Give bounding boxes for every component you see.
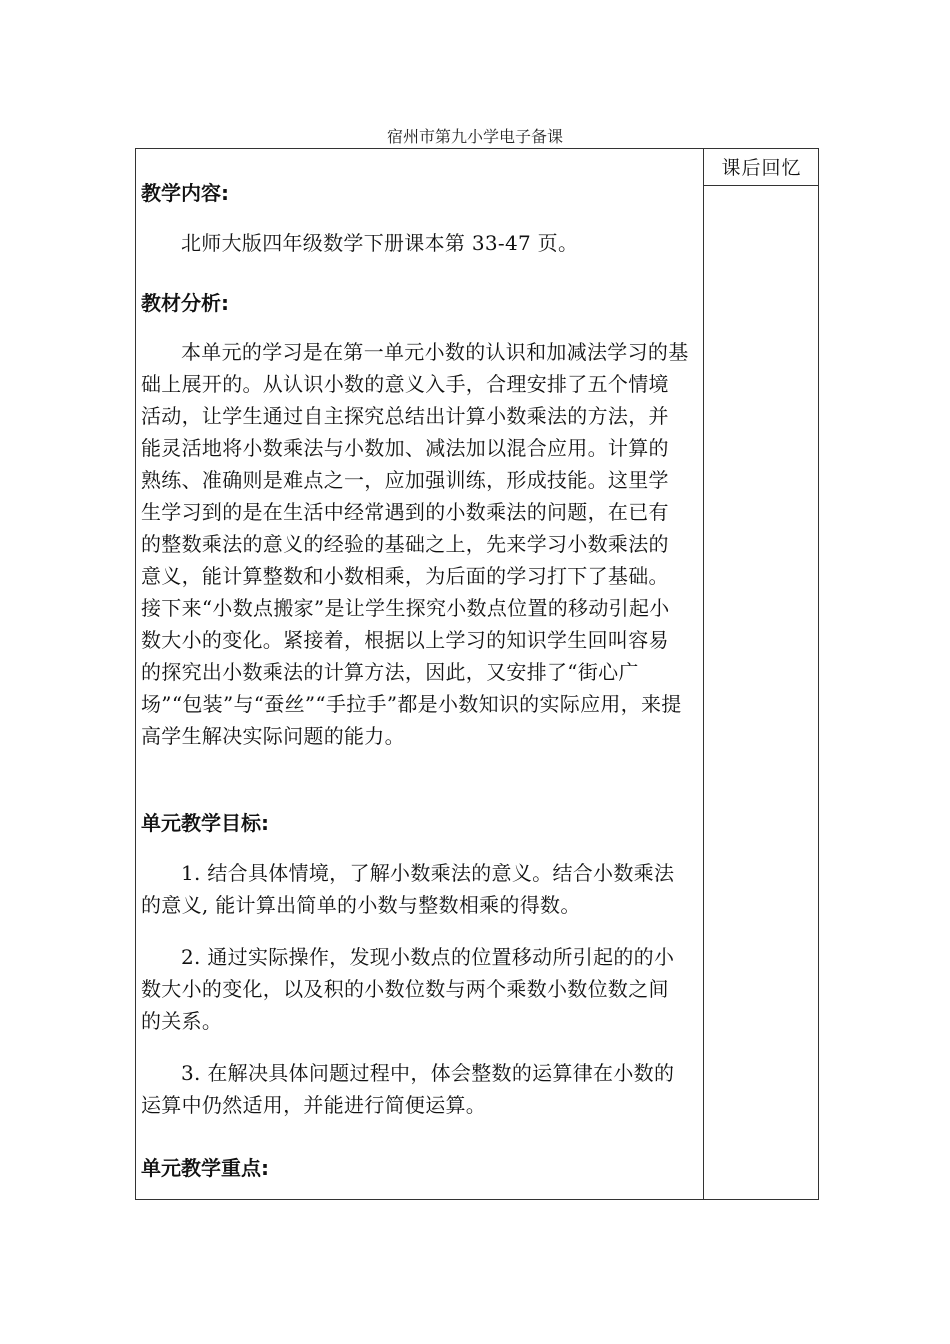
lesson-table [135, 148, 819, 1200]
goal-item-3: 3. 在解决具体问题过程中，体会整数的运算律在小数的运算中仍然适用，并能进行简便运算。 [141, 1061, 675, 1117]
page-header: 宿州市第九小学电子备课 [386, 127, 563, 146]
goal-item-1: 1. 结合具体情境，了解小数乘法的意义。结合小数乘法的意义, 能计算出简单的小数与整数相乘的得数。 [141, 861, 675, 917]
material-analysis-text: 本单元的学习是在第一单元小数的认识和加减法学习的基础上展开的。从认识小数的意义入手，合理安排了五个情境活动，让学生通过自主探究总结出计算小数乘法的方法，并能灵活地将小数乘法与小数加、减法加以混合应用。计算的熟练、准确则是难点之一，应加强训练，形成技能。这里学生学习到的是在生活中经常遇到的小数乘法的问题，在已有的整数乘法的意义的经验的基础之上，先来学习小数乘法的意义，能计算整数和小数相乘，为后面的学习打下了基础。接下来“小数点搬家”是让学生探究小数点位置的移动引起小数大小的变化。紧接着，根据以上学习的知识学生回叫容易的探究出小数乘法的计算方法，因此，又安排了“街心广场”“包装”与“蚕丝”“手拉手”都是小数知识的实际应用，来提高学生解决实际问题的能力。 [141, 340, 689, 748]
teaching-content-heading: 教学内容: [141, 181, 229, 205]
column-divider [703, 149, 704, 1199]
material-analysis-heading: 教材分析: [141, 291, 229, 315]
unit-focus-heading: 单元教学重点: [141, 1156, 269, 1180]
goal-item-2: 2. 通过实际操作，发现小数点的位置移动所引起的的小数大小的变化，以及积的小数位数与两个乘数小数位数之间的关系。 [141, 945, 675, 1033]
teaching-content-text: 北师大版四年级数学下册课本第 33-47 页。 [181, 231, 579, 255]
unit-goals-heading: 单元教学目标: [141, 811, 269, 835]
after-class-review-header: 课后回忆 [704, 149, 819, 186]
